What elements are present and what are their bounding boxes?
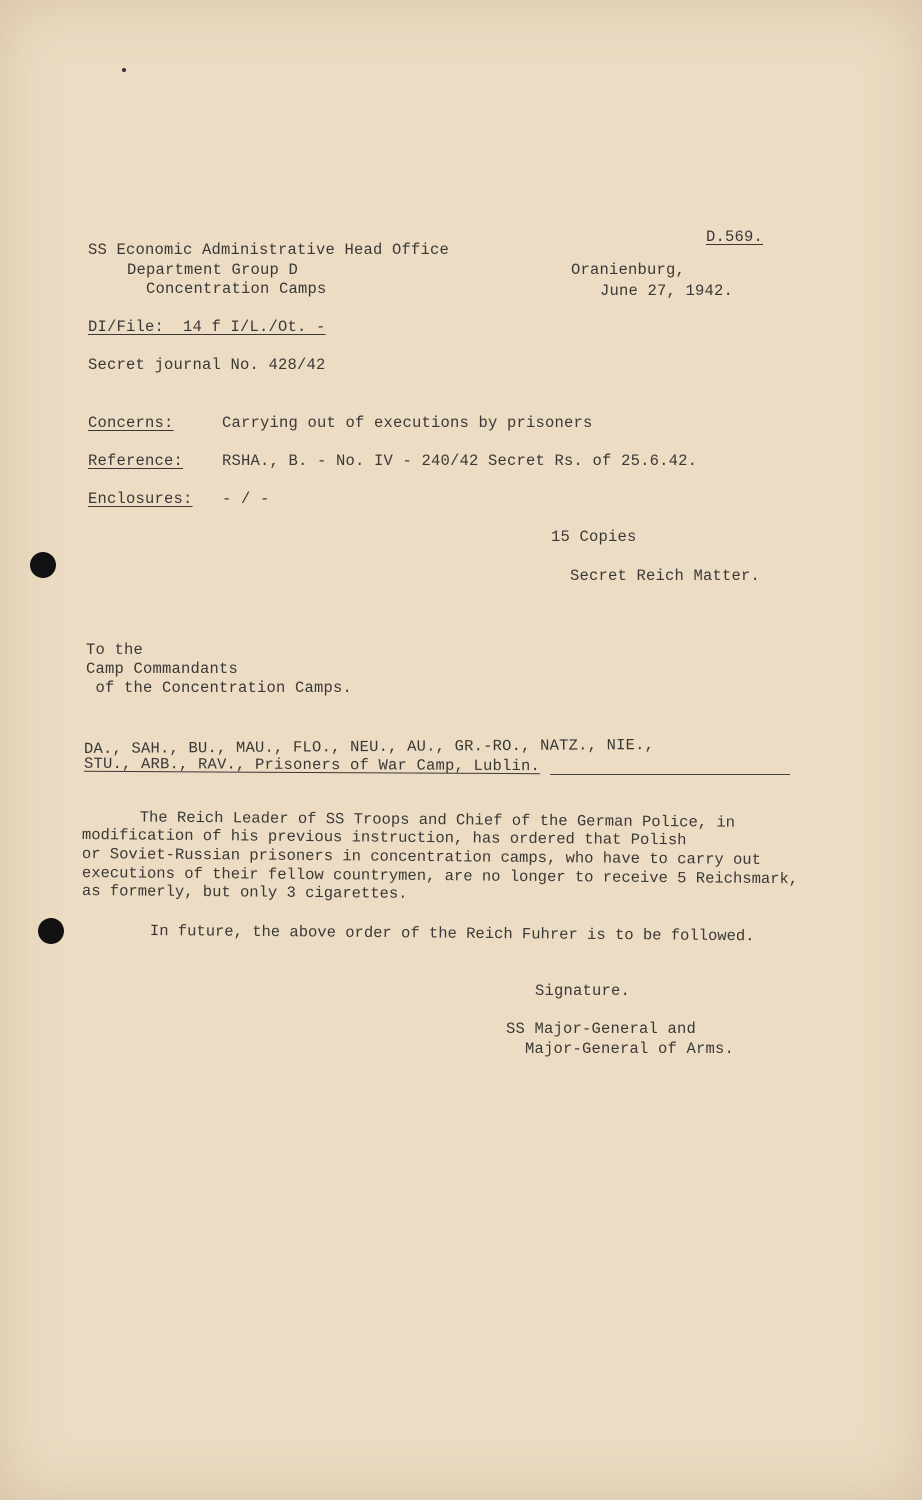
enclosures-value: - / -	[222, 490, 270, 508]
body-paragraph-line-3: or Soviet-Russian prisoners in concentration camps, who have to carry out	[81, 845, 761, 869]
body-paragraph-line-4: executions of their fellow countrymen, are no longer to receive 5 Reichsmark,	[81, 864, 799, 889]
addressee-line-1: To the	[86, 641, 144, 659]
body-paragraph-line-2: modification of his previous instruction, has ordered that Polish	[81, 826, 687, 850]
office-line-3: Concentration Camps	[146, 280, 327, 298]
document-number: D.569.	[706, 228, 764, 246]
distribution-rule	[550, 774, 790, 775]
signatory-title-1: SS Major-General and	[506, 1020, 697, 1038]
enclosures-label: Enclosures:	[88, 490, 193, 508]
journal-number: Secret journal No. 428/42	[88, 356, 326, 374]
office-line-1: SS Economic Administrative Head Office	[88, 241, 450, 259]
concerns-value: Carrying out of executions by prisoners	[222, 414, 593, 432]
punch-hole-top	[30, 552, 56, 578]
punch-hole-bottom	[38, 918, 64, 944]
concerns-label: Concerns:	[88, 414, 174, 432]
signature: Signature.	[535, 982, 631, 1000]
signatory-title-2: Major-General of Arms.	[506, 1040, 735, 1058]
addressee-line-2: Camp Commandants	[86, 660, 239, 678]
addressee-line-3: of the Concentration Camps.	[86, 679, 353, 697]
body-paragraph-line-1: The Reich Leader of SS Troops and Chief of the German Police, in	[83, 808, 736, 832]
office-line-2: Department Group D	[127, 261, 299, 279]
reference-label: Reference:	[88, 452, 184, 470]
place: Oranienburg,	[571, 261, 686, 279]
distribution-line-1: DA., SAH., BU., MAU., FLO., NEU., AU., GR.-RO., NATZ., NIE.,	[83, 736, 655, 758]
body-paragraph-line-5: as formerly, but only 3 cigarettes.	[81, 882, 408, 903]
file-reference: DI/File: 14 f I/L./Ot. -	[88, 318, 326, 336]
ink-fleck	[122, 68, 126, 72]
body-paragraph-2: In future, the above order of the Reich Fuhrer is to be followed.	[149, 922, 755, 946]
copies: 15 Copies	[551, 528, 637, 546]
distribution-line-2: STU., ARB., RAV., Prisoners of War Camp, Lublin.	[83, 754, 541, 776]
reference-value: RSHA., B. - No. IV - 240/42 Secret Rs. of 25.6.42.	[222, 452, 698, 470]
date: June 27, 1942.	[600, 282, 734, 300]
classification: Secret Reich Matter.	[570, 567, 761, 585]
